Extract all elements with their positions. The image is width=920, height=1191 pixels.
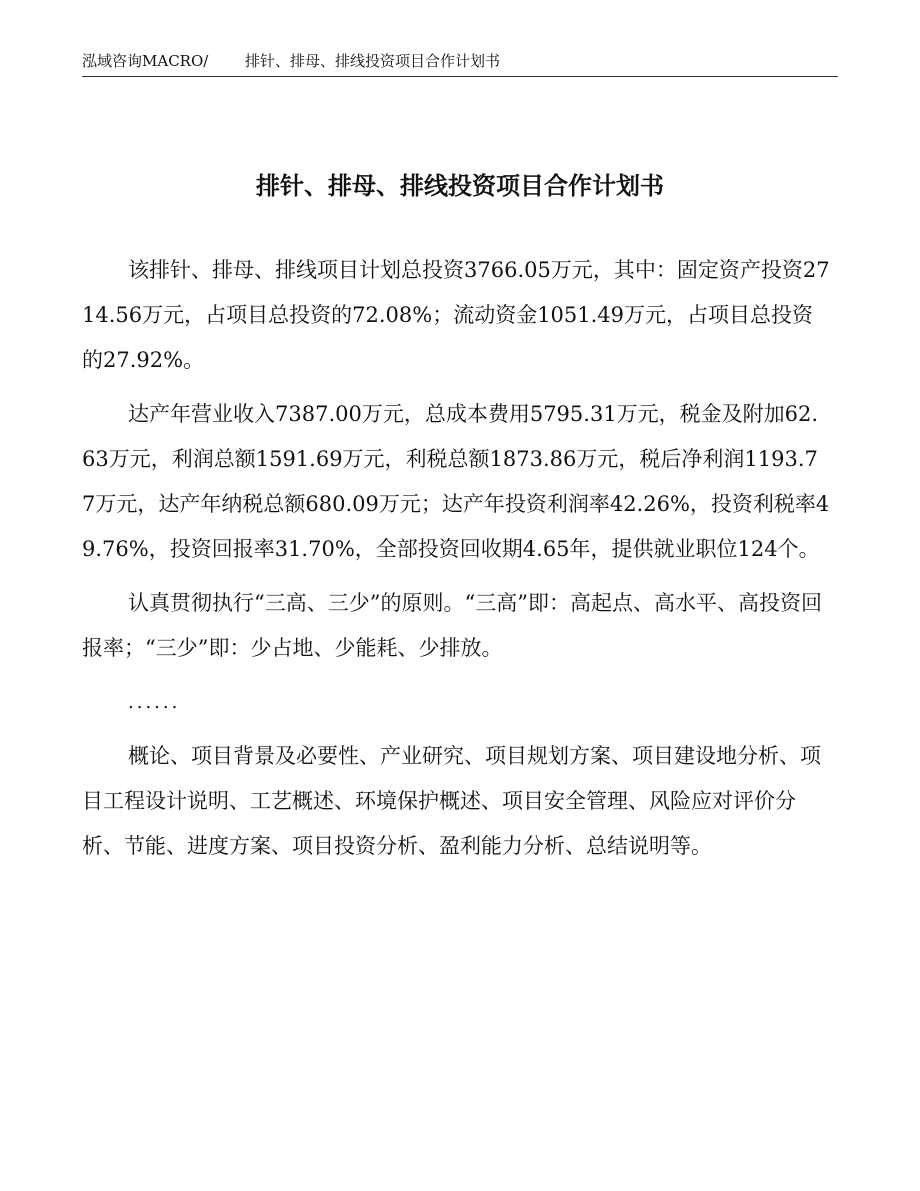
paragraph-financial-indicators: 达产年营业收入7387.00万元，总成本费用5795.31万元，税金及附加62.63万元，利润总额1591.69万元，利税总额1873.86万元，税后净利润1193.77万元，达产年纳税总额680.09万元；达产年投资利润率42.26%，投资利税率49.76%，投资回报率31.70%，全部投资回收期4.65年，提供就业职位124个。 [82,402,830,561]
paragraph-principles: 认真贯彻执行“三高、三少”的原则。“三高”即：高起点、高水平、高投资回报率；“三少”即：少占地、少能耗、少排放。 [82,591,822,660]
paragraph-contents-overview: 概论、项目背景及必要性、产业研究、项目规划方案、项目建设地分析、项目工程设计说明、工艺概述、环境保护概述、项目安全管理、风险应对评价分析、节能、进度方案、项目投资分析、盈利能力分析、总结说明等。 [82,744,821,858]
page-header [0,50,920,76]
ellipsis: ...... [128,692,181,713]
paragraph-investment-summary: 该排针、排母、排线项目计划总投资3766.05万元，其中：固定资产投资2714.56万元，占项目总投资的72.08%；流动资金1051.49万元，占项目总投资的27.92%。 [82,258,830,372]
header-brand: 泓域咨询MACRO/ [82,52,209,70]
header-divider [82,76,838,77]
document-title: 排针、排母、排线投资项目合作计划书 [256,172,664,200]
document-body [82,248,830,878]
header-document-title: 排针、排母、排线投资项目合作计划书 [245,52,501,70]
